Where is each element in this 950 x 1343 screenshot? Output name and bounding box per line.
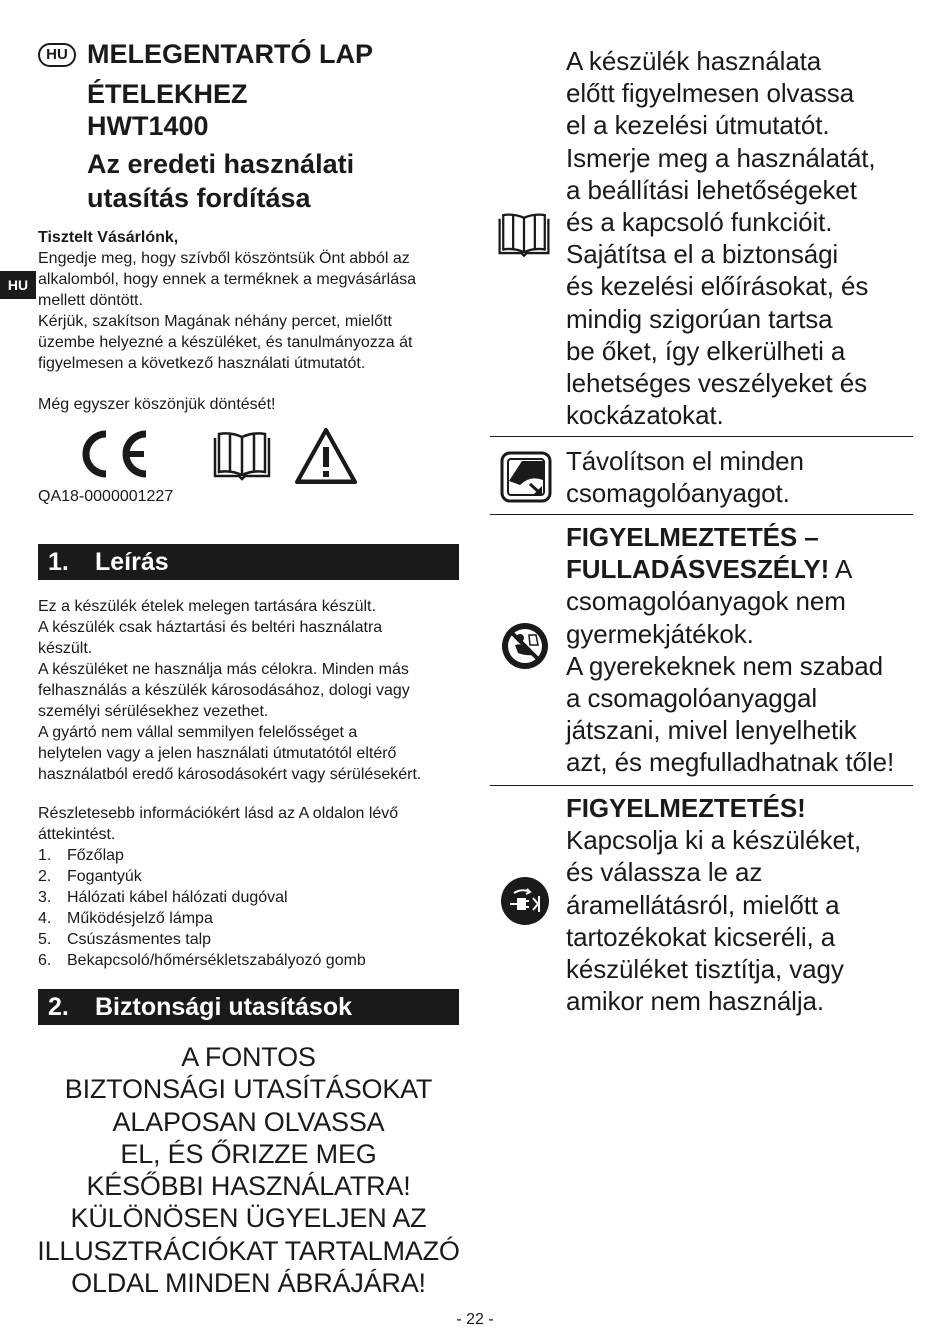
warning-heading: FIGYELMEZTETÉS! [566, 793, 806, 823]
title-line: Az eredeti használati [87, 149, 355, 179]
intro-line: Kérjük, szakítson Magának néhány percet, mielőtt [38, 313, 392, 330]
safety-notice-line: A FONTOS [181, 1042, 316, 1072]
text-line: a csomagolóanyaggal [566, 683, 818, 714]
text-line: A készülék használata [566, 46, 822, 76]
intro-line: figyelmesen a következő használati útmutatót. [38, 355, 366, 372]
warning-heading: FIGYELMEZTETÉS – [566, 522, 819, 552]
text-line: és válassza le az [566, 857, 763, 888]
title-line: MELEGENTARTÓ LAP [87, 39, 373, 69]
text-fragment: A [829, 554, 853, 585]
description-line: használatból eredő károsodásokért vagy sérülésekért. [38, 766, 422, 783]
text-line: mindig szigorúan tartsa [566, 303, 833, 334]
text-line: amikor nem használja. [566, 986, 825, 1017]
text-line: el a kezelési útmutatót. [566, 110, 830, 141]
item-number: 2. [38, 868, 52, 885]
more-info-line: Részletesebb információkért lásd az A oldalon lévő [38, 805, 399, 822]
safety-notice-line: BIZTONSÁGI UTASÍTÁSOKAT [64, 1074, 433, 1105]
text-line: készüléket tisztítja, vagy [566, 954, 844, 985]
intro-line: üzembe helyezné a készüléket, és tanulmányozza át [38, 334, 413, 351]
section-number: 2. [48, 993, 69, 1021]
warning-heading-line [566, 792, 936, 824]
text-line: tartozékokat kicseréli, a [566, 921, 836, 952]
packaging-instructions [566, 445, 936, 509]
read-manual-icon [211, 430, 273, 482]
divider [490, 436, 913, 437]
description-paragraph [38, 596, 468, 785]
item-number: 4. [38, 910, 52, 927]
section-heading-description [38, 544, 459, 580]
description-line: felhasználás a készülék károsodásához, dologi vagy [38, 682, 410, 699]
text-line: Ismerje meg a használatát, [566, 142, 876, 173]
more-info-line: áttekintést. [38, 826, 116, 843]
title-line: ÉTELEKHEZ [87, 79, 248, 109]
suffocation-warning [566, 521, 946, 779]
no-children-play-icon [500, 621, 550, 671]
description-line: Ez a készülék ételek melegen tartására készült. [38, 598, 376, 615]
warning-icon [294, 427, 358, 485]
divider [490, 514, 913, 515]
text-line: csomagolóanyagot. [566, 478, 790, 509]
safety-notice-line: EL, ÉS ŐRIZZE MEG [120, 1138, 377, 1169]
text-line: a beállítási lehetőségeket [566, 174, 857, 205]
text-line: gyermekjátékok. [566, 618, 754, 649]
unplug-icon [500, 876, 550, 926]
read-manual-icon [496, 210, 552, 260]
text-line: be őket, így elkerülheti a [566, 335, 846, 366]
divider [490, 785, 913, 786]
safety-notice-line: ALAPOSAN OLVASSA [112, 1106, 385, 1137]
text-line: azt, és megfulladhatnak tőle! [566, 747, 895, 778]
safety-notice [30, 1041, 467, 1299]
description-line: személyi sérülésekhez vezethet. [38, 703, 269, 720]
list-item [38, 887, 468, 908]
section-title: Biztonsági utasítások [95, 993, 352, 1021]
safety-notice-line: ILLUSZTRÁCIÓKAT TARTALMAZÓ [37, 1235, 460, 1266]
text-line: előtt figyelmesen olvassa [566, 78, 854, 109]
language-badge: HU [38, 43, 76, 67]
intro-line: alkalomból, hogy ennek a terméknek a megvásárlása [38, 271, 416, 288]
text-line: Sajátítsa el a biztonsági [566, 239, 839, 270]
description-line: készült. [38, 640, 93, 657]
text-line: és kezelési előírásokat, és [566, 271, 869, 302]
item-number: 5. [38, 931, 52, 948]
text-line: Kapcsolja ki a készüléket, [566, 825, 862, 856]
item-label: Hálózati kábel hálózati dugóval [67, 889, 288, 906]
text-line: Távolítson el minden [566, 446, 804, 476]
intro-paragraph [38, 248, 468, 374]
item-label: Csúszásmentes talp [67, 931, 212, 948]
list-item [38, 950, 468, 971]
description-line: A gyártó nem vállal semmilyen felelősséget a [38, 724, 358, 741]
item-number: 3. [38, 889, 52, 906]
safety-notice-line: KÜLÖNÖSEN ÜGYELJEN AZ [70, 1203, 427, 1234]
more-info-paragraph [38, 803, 468, 845]
text-line: A gyerekeknek nem szabad [566, 650, 884, 681]
section-title: Leírás [95, 548, 169, 576]
description-line: helytelen vagy a jelen használati útmutatótól eltérő [38, 745, 397, 762]
safety-notice-line: KÉSŐBBI HASZNÁLATRA! [86, 1171, 411, 1202]
text-line: játszani, mivel lenyelhetik [566, 715, 857, 746]
section-number: 1. [48, 548, 69, 576]
item-label: Működésjelző lámpa [67, 910, 213, 927]
page-number: - 22 - [456, 1311, 494, 1328]
description-line: A készüléket ne használja más célokra. Minden más [38, 661, 409, 678]
warning-heading: FULLADÁSVESZÉLY! [566, 554, 830, 585]
item-label: Főzőlap [67, 847, 124, 864]
qa-code: QA18-0000001227 [38, 488, 174, 505]
item-label: Bekapcsoló/hőmérsékletszabályozó gomb [67, 952, 366, 969]
list-item [38, 866, 468, 887]
unplug-warning [566, 792, 936, 1017]
greeting: Tisztelt Vásárlónk, [38, 229, 179, 246]
description-line: A készülék csak háztartási és beltéri használatra [38, 619, 383, 636]
warning-heading-line [566, 553, 946, 585]
language-side-tab: HU [0, 271, 36, 299]
thanks-line: Még egyszer köszönjük döntését! [38, 396, 276, 413]
remove-packaging-icon [500, 451, 552, 503]
item-label: Fogantyúk [67, 868, 142, 885]
title-line: HWT1400 [87, 111, 209, 141]
text-line: kockázatokat. [566, 400, 724, 431]
text-line: csomagolóanyagok nem [566, 586, 846, 617]
item-number: 1. [38, 847, 52, 864]
text-line: lehetséges veszélyeket és [566, 368, 868, 399]
list-item [38, 908, 468, 929]
intro-line: Engedje meg, hogy szívből köszöntsük Önt abból az [38, 250, 410, 267]
document-title [87, 38, 507, 214]
intro-line: mellett döntött. [38, 292, 143, 309]
read-manual-instructions [566, 45, 936, 431]
item-number: 6. [38, 952, 52, 969]
parts-list [38, 845, 468, 971]
title-line: utasítás fordítása [87, 183, 311, 213]
list-item [38, 845, 468, 866]
text-line: és a kapcsoló funkcióit. [566, 207, 833, 238]
ce-mark-icon [76, 428, 150, 480]
text-line: áramellátásról, mielőtt a [566, 889, 840, 920]
warning-heading-line [566, 521, 946, 553]
section-heading-safety [38, 989, 459, 1025]
safety-notice-line: OLDAL MINDEN ÁBRÁJÁRA! [71, 1268, 426, 1299]
list-item [38, 929, 468, 950]
